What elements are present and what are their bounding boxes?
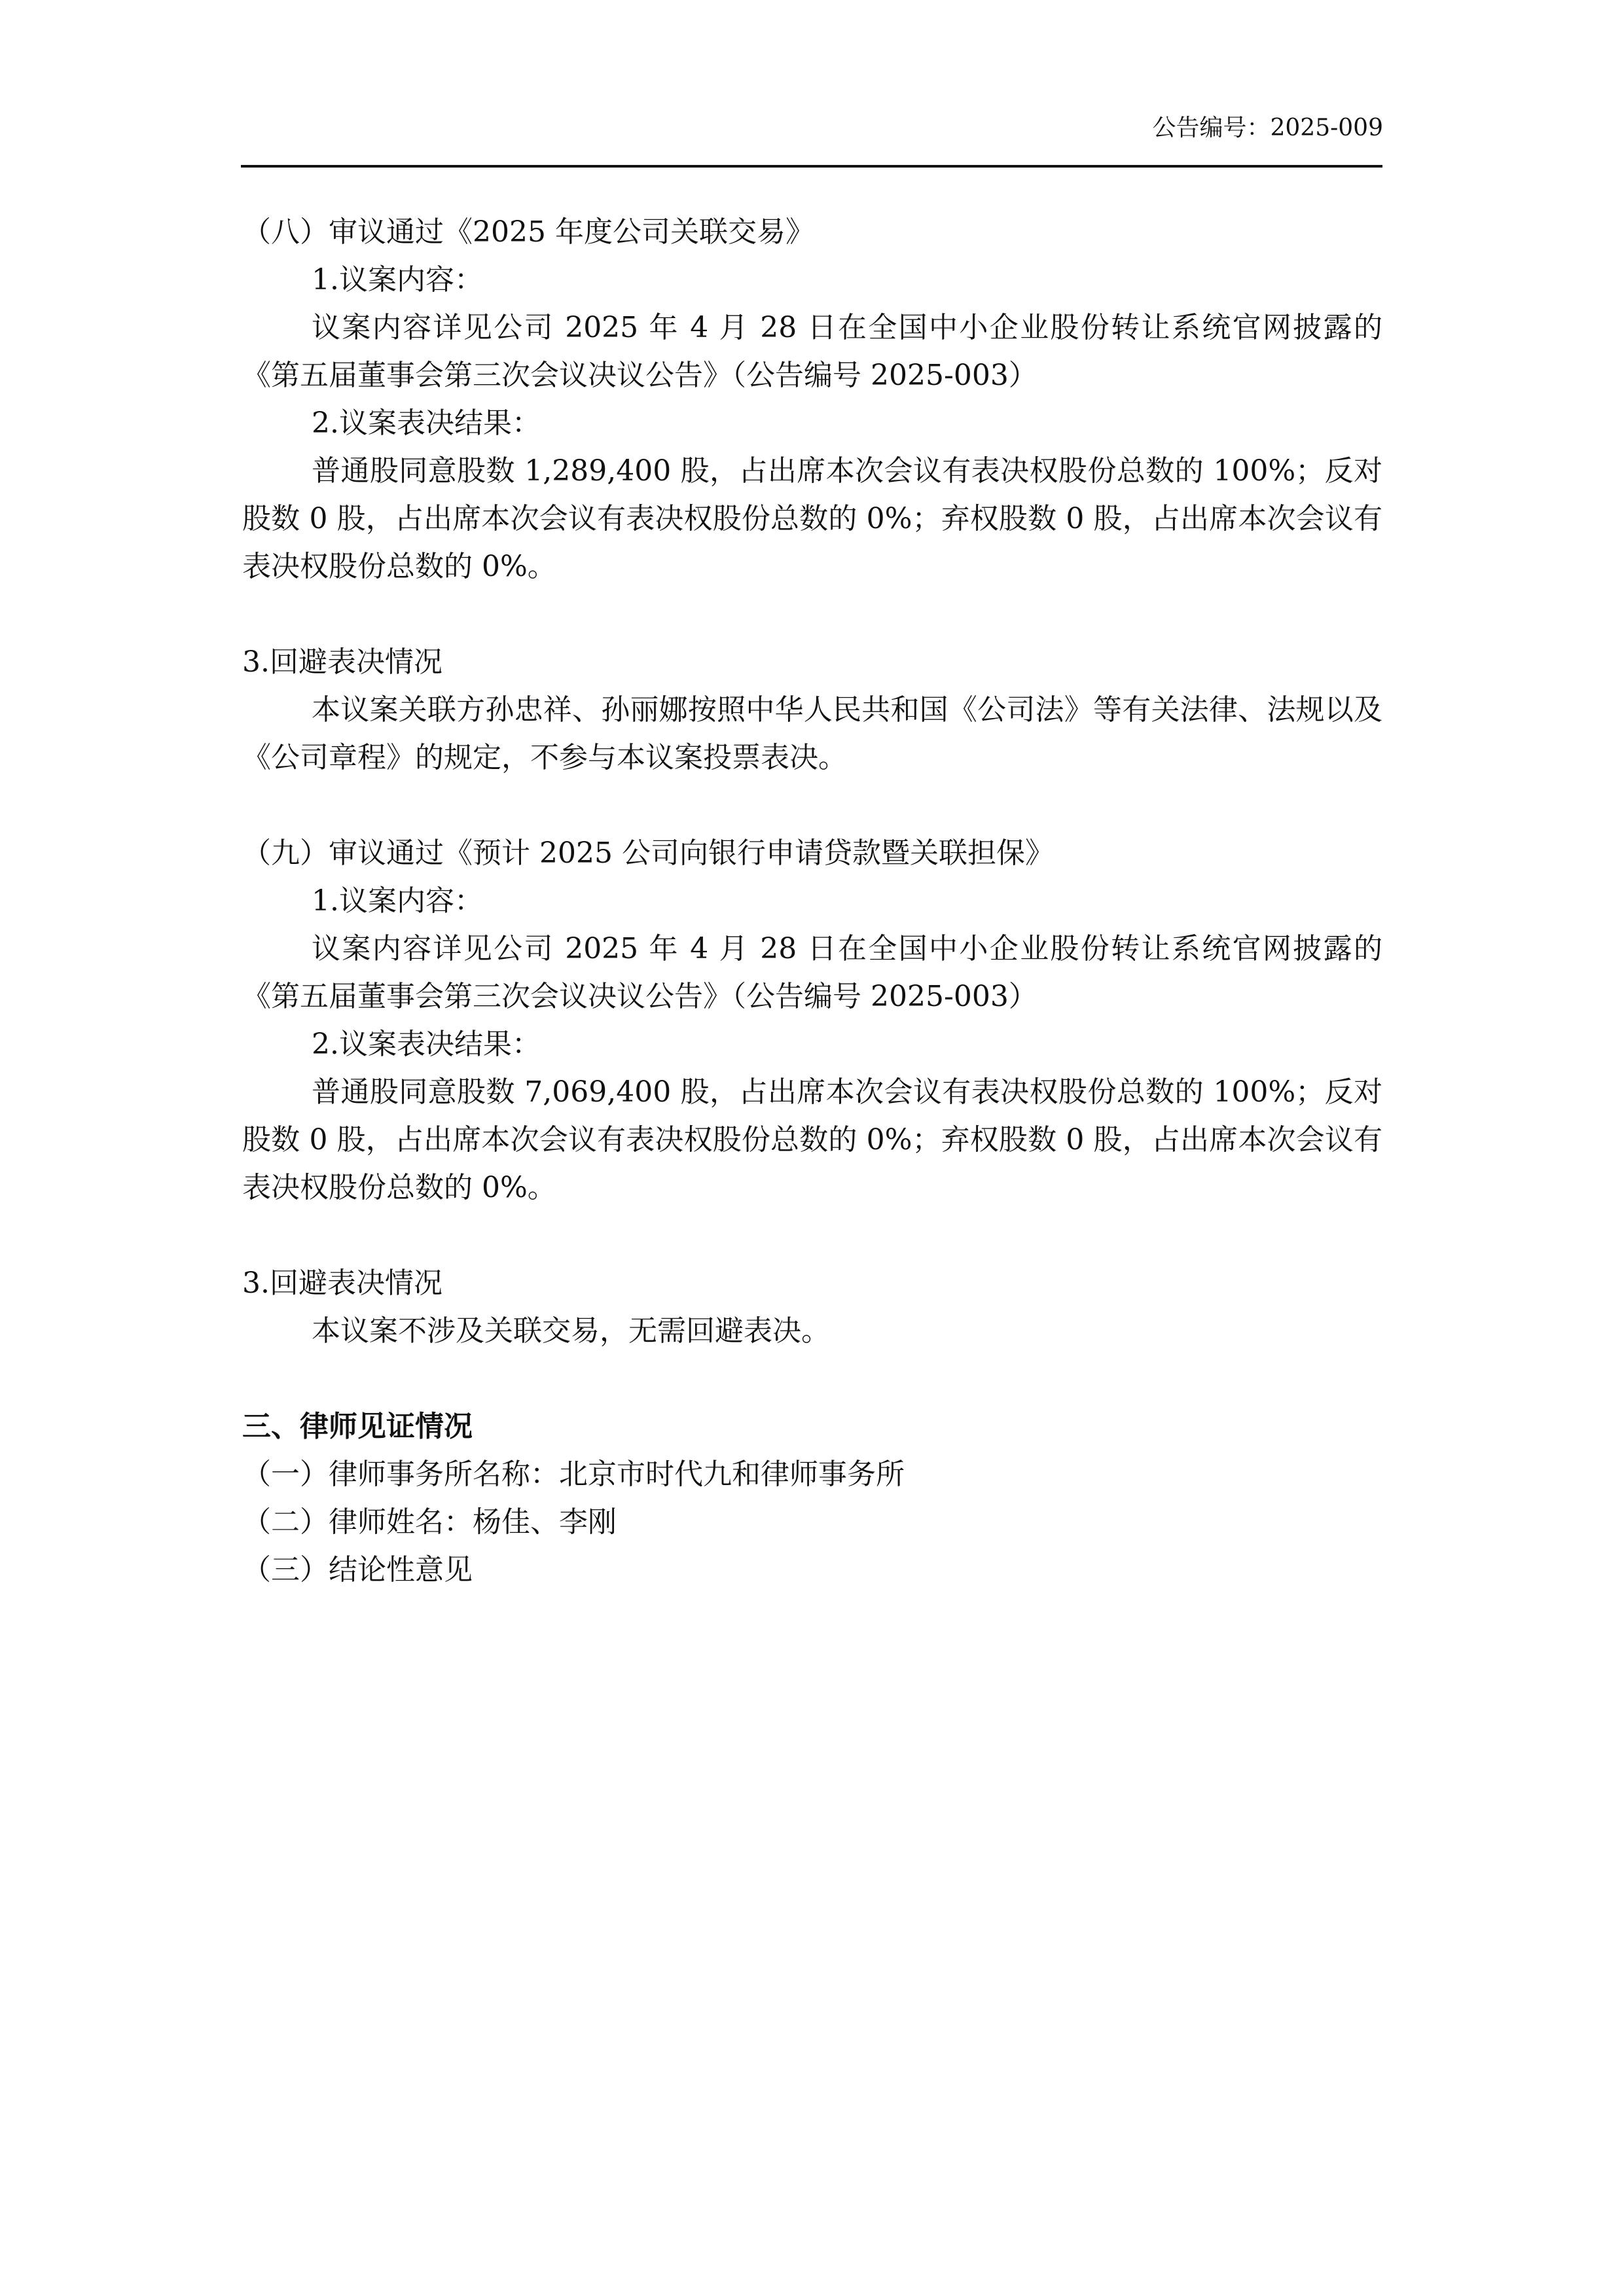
law-firm-name: （一）律师事务所名称：北京市时代九和律师事务所: [242, 1458, 905, 1491]
resolution-item-8: [242, 208, 1382, 781]
lawyer-names: （二）律师姓名：杨佳、李刚: [242, 1505, 617, 1539]
resolution-title: （九）审议通过《预计 2025 公司向银行申请贷款暨关联担保》: [242, 836, 1054, 870]
content-label: 1.议案内容：: [312, 884, 483, 918]
result-text: 普通股同意股数 7,069,400 股，占出席本次会议有表决权股份总数的 100%；反对股数 0 股，占出席本次会议有表决权股份总数的 0%；弃权股数 0 股，占出席本次会议有表决权股份总数的 0%。: [242, 1075, 1382, 1204]
header-divider: [241, 165, 1382, 168]
avoid-text: 本议案关联方孙忠祥、孙丽娜按照中华人民共和国《公司法》等有关法律、法规以及《公司章程》的规定，不参与本议案投票表决。: [242, 693, 1382, 774]
announcement-number: 公告编号：2025-009: [1152, 115, 1383, 141]
lawyer-witness-section: [242, 1403, 1382, 1594]
section-title: 三、律师见证情况: [242, 1410, 473, 1443]
resolution-title: （八）审议通过《2025 年度公司关联交易》: [242, 215, 814, 249]
avoid-text: 本议案不涉及关联交易，无需回避表决。: [312, 1314, 830, 1348]
spacer: [242, 1211, 1382, 1259]
content-label: 1.议案内容：: [312, 263, 483, 296]
spacer: [242, 590, 1382, 638]
content-text: 议案内容详见公司 2025 年 4 月 28 日在全国中小企业股份转让系统官网披露的《第五届董事会第三次会议决议公告》（公告编号 2025-003）: [242, 932, 1382, 1013]
conclusion-opinion-label: （三）结论性意见: [242, 1553, 473, 1587]
document-body: [242, 208, 1382, 1594]
content-text: 议案内容详见公司 2025 年 4 月 28 日在全国中小企业股份转让系统官网披露的《第五届董事会第三次会议决议公告》（公告编号 2025-003）: [242, 311, 1382, 392]
result-text: 普通股同意股数 1,289,400 股，占出席本次会议有表决权股份总数的 100%；反对股数 0 股，占出席本次会议有表决权股份总数的 0%；弃权股数 0 股，占出席本次会议有表决权股份总数的 0%。: [242, 454, 1382, 583]
spacer: [242, 1355, 1382, 1403]
resolution-item-9: [242, 829, 1382, 1355]
avoid-label: 3.回避表决情况: [242, 1266, 442, 1300]
result-label: 2.议案表决结果：: [312, 1028, 541, 1061]
avoid-label: 3.回避表决情况: [242, 645, 442, 679]
spacer: [242, 781, 1382, 829]
result-label: 2.议案表决结果：: [312, 406, 541, 440]
